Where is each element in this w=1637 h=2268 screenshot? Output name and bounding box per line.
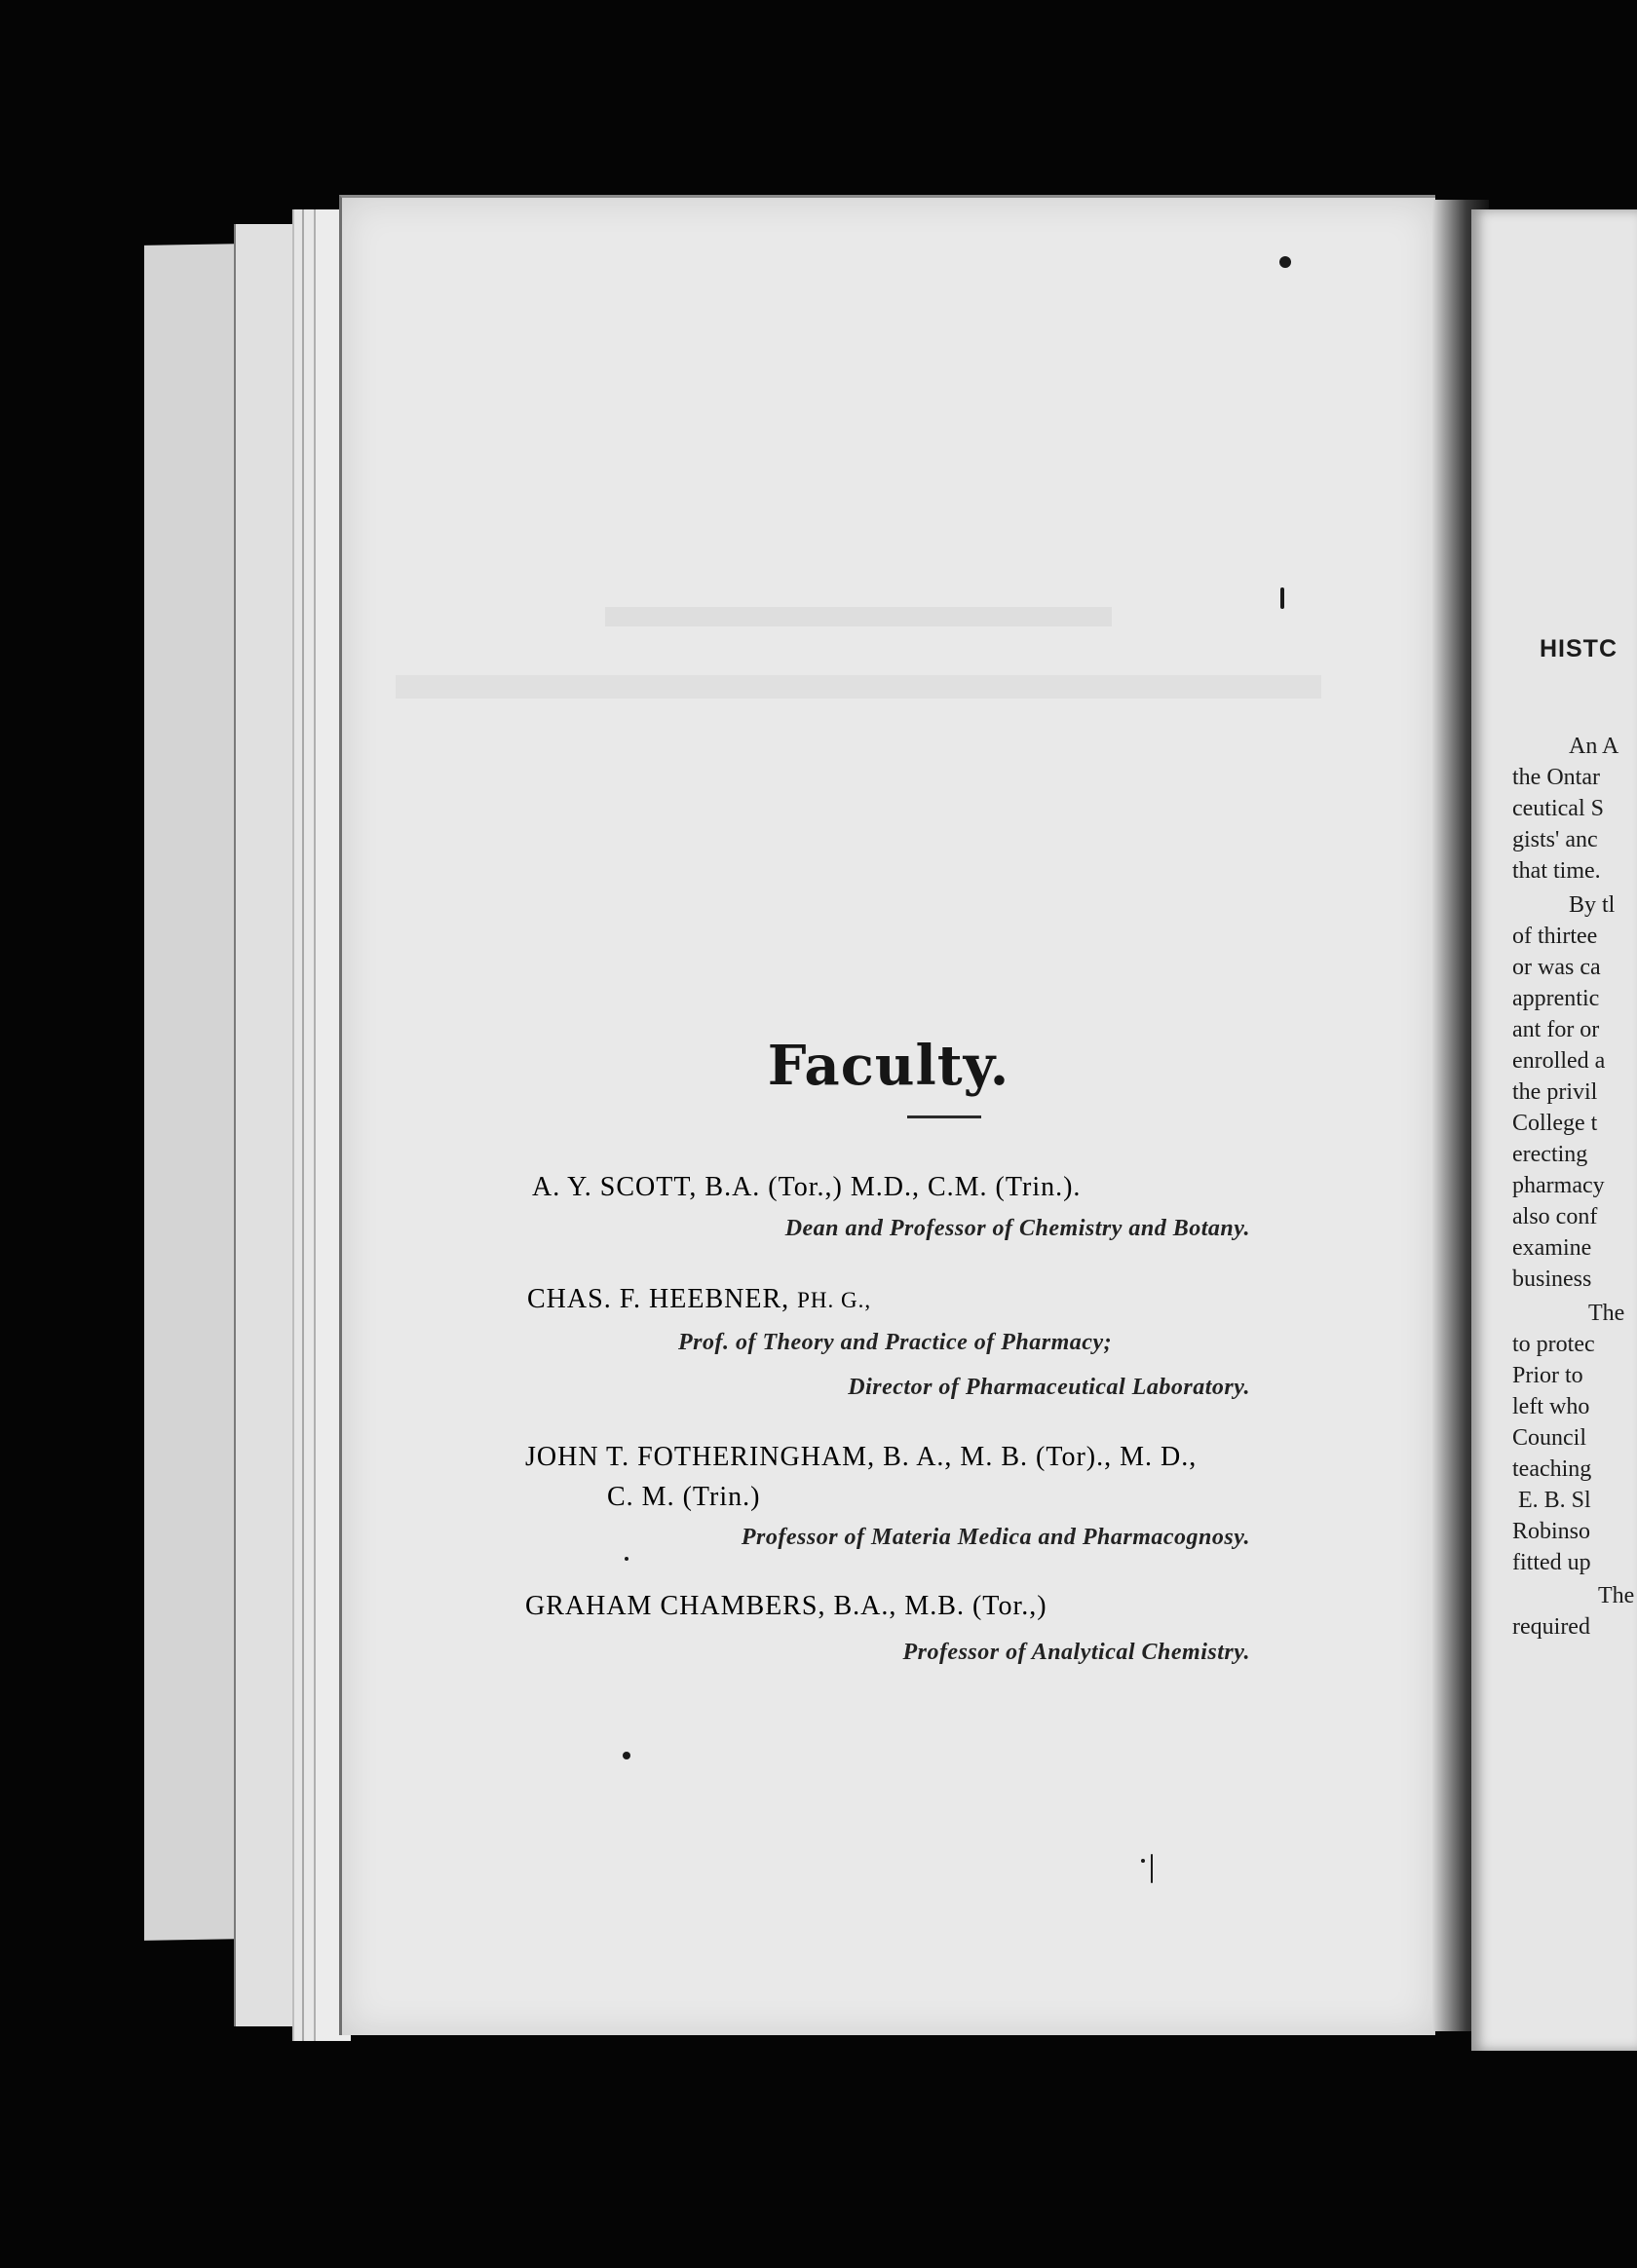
facing-line: Robinso <box>1512 1519 1591 1544</box>
facing-line: to protec <box>1512 1332 1595 1357</box>
facing-line: left who <box>1512 1394 1590 1419</box>
facing-line: required <box>1512 1614 1590 1640</box>
page-heading: Faculty. <box>767 1033 1010 1098</box>
faculty-name-heebner-text: CHAS. F. HEEBNER, <box>527 1284 790 1314</box>
facing-line: College t <box>1512 1111 1598 1136</box>
facing-line: ant for or <box>1512 1017 1600 1042</box>
facing-line: also conf <box>1512 1204 1598 1229</box>
heading-rule <box>907 1115 981 1118</box>
faculty-name-fotheringham: JOHN T. FOTHERINGHAM, B. A., M. B. (Tor)., M. D., <box>525 1442 1198 1472</box>
facing-page-heading: HISTC <box>1540 635 1618 662</box>
facing-line: ceutical S <box>1512 796 1604 821</box>
facing-line: the privil <box>1512 1079 1598 1105</box>
facing-line: The <box>1588 1301 1625 1326</box>
faculty-title-scott: Dean and Professor of Chemistry and Botany. <box>784 1216 1250 1241</box>
facing-line: enrolled a <box>1512 1048 1606 1074</box>
facing-page <box>1471 209 1637 2051</box>
facing-line: Council <box>1512 1425 1586 1451</box>
faculty-title-heebner-1: Prof. of Theory and Practice of Pharmacy; <box>678 1330 1113 1355</box>
faculty-name-fotheringham-cont: C. M. (Trin.) <box>607 1482 761 1512</box>
facing-line: of thirtee <box>1512 924 1598 949</box>
facing-line: erecting <box>1512 1142 1588 1167</box>
facing-line: or was ca <box>1512 955 1601 980</box>
faculty-title-chambers: Professor of Analytical Chemistry. <box>902 1640 1250 1665</box>
facing-line: The <box>1598 1583 1635 1608</box>
facing-line: business <box>1512 1266 1592 1292</box>
facing-line: fitted up <box>1512 1550 1591 1575</box>
facing-line: the Ontar <box>1512 765 1600 790</box>
facing-line: gists' anc <box>1512 827 1598 852</box>
facing-line: By tl <box>1569 892 1616 918</box>
facing-line: examine <box>1512 1235 1592 1261</box>
faculty-name-chambers: GRAHAM CHAMBERS, B.A., M.B. (Tor.,) <box>525 1591 1047 1621</box>
facing-line: E. B. Sl <box>1518 1488 1591 1513</box>
faculty-page <box>339 195 1435 2035</box>
faculty-name-heebner <box>527 1284 871 1315</box>
facing-line: pharmacy <box>1512 1173 1605 1198</box>
facing-line: teaching <box>1512 1456 1592 1482</box>
facing-line: Prior to <box>1512 1363 1583 1388</box>
faculty-name-scott: A. Y. SCOTT, B.A. (Tor.,) M.D., C.M. (Trin.). <box>532 1172 1082 1202</box>
faculty-title-fotheringham: Professor of Materia Medica and Pharmacognosy. <box>741 1525 1250 1550</box>
faculty-title-heebner-2: Director of Pharmaceutical Laboratory. <box>848 1375 1250 1400</box>
facing-line: An A <box>1569 734 1619 759</box>
facing-line: apprentic <box>1512 986 1600 1011</box>
facing-line: that time. <box>1512 858 1601 884</box>
faculty-degree-heebner: PH. G., <box>797 1288 872 1312</box>
